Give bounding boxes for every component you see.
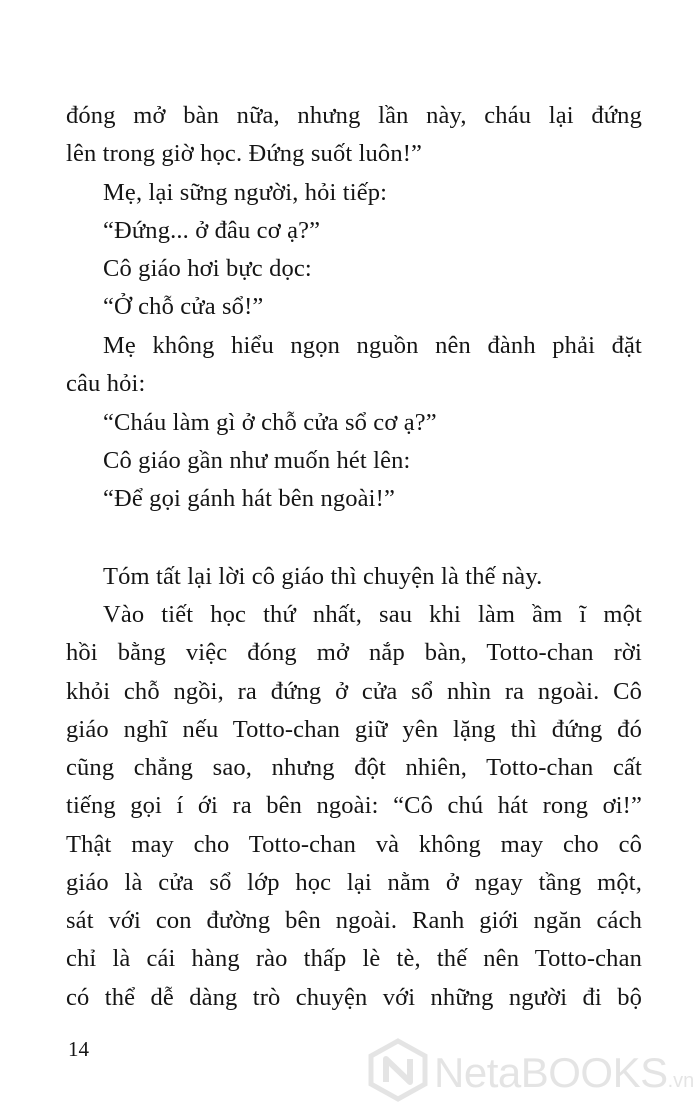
watermark-brand: NetaBOOKS (434, 1049, 668, 1096)
netabooks-watermark (366, 1038, 695, 1108)
text-line-18: tiếng gọi í ới ra bên ngoài: “Cô chú hát rong ơi!” (66, 792, 642, 819)
text-line-1: đóng mở bàn nữa, nhưng lần này, cháu lại đứng (66, 102, 642, 129)
text-line-16: giáo nghĩ nếu Totto-chan giữ yên lặng thì đứng đó (66, 716, 642, 743)
watermark-suffix: .vn (667, 1070, 695, 1092)
text-line-10: Cô giáo gần như muốn hét lên: (103, 447, 411, 474)
page-number: 14 (68, 1037, 89, 1061)
text-line-22: chỉ là cái hàng rào thấp lè tè, thế nên Totto-chan (66, 945, 642, 972)
netabooks-logo-icon (366, 1038, 430, 1102)
text-line-19: Thật may cho Totto-chan và không may cho cô (66, 831, 642, 858)
text-line-21: sát với con đường bên ngoài. Ranh giới ngăn cách (66, 907, 642, 934)
text-line-7: Mẹ không hiểu ngọn nguồn nên đành phải đặt (103, 332, 642, 359)
text-line-11: “Để gọi gánh hát bên ngoài!” (103, 485, 395, 512)
text-line-5: Cô giáo hơi bực dọc: (103, 255, 312, 282)
text-line-15: khỏi chỗ ngồi, ra đứng ở cửa sổ nhìn ra ngoài. Cô (66, 678, 642, 705)
watermark-text (434, 1050, 694, 1104)
text-line-2: lên trong giờ học. Đứng suốt luôn!” (66, 140, 423, 167)
text-line-20: giáo là cửa sổ lớp học lại nằm ở ngay tầng một, (66, 869, 642, 896)
text-line-23: có thể dễ dàng trò chuyện với những người đi bộ (66, 984, 642, 1011)
text-line-8: câu hỏi: (66, 370, 146, 397)
text-line-6: “Ở chỗ cửa sổ!” (103, 293, 264, 320)
text-line-4: “Đứng... ở đâu cơ ạ?” (103, 217, 321, 244)
text-line-3: Mẹ, lại sững người, hỏi tiếp: (103, 179, 388, 206)
text-line-9: “Cháu làm gì ở chỗ cửa sổ cơ ạ?” (103, 409, 437, 436)
text-line-17: cũng chẳng sao, nhưng đột nhiên, Totto-chan cất (66, 754, 642, 781)
text-line-12: Tóm tất lại lời cô giáo thì chuyện là thế này. (103, 563, 543, 590)
text-line-13: Vào tiết học thứ nhất, sau khi làm ầm ĩ một (103, 601, 642, 628)
text-line-14: hồi bằng việc đóng mở nắp bàn, Totto-chan rời (66, 639, 642, 666)
